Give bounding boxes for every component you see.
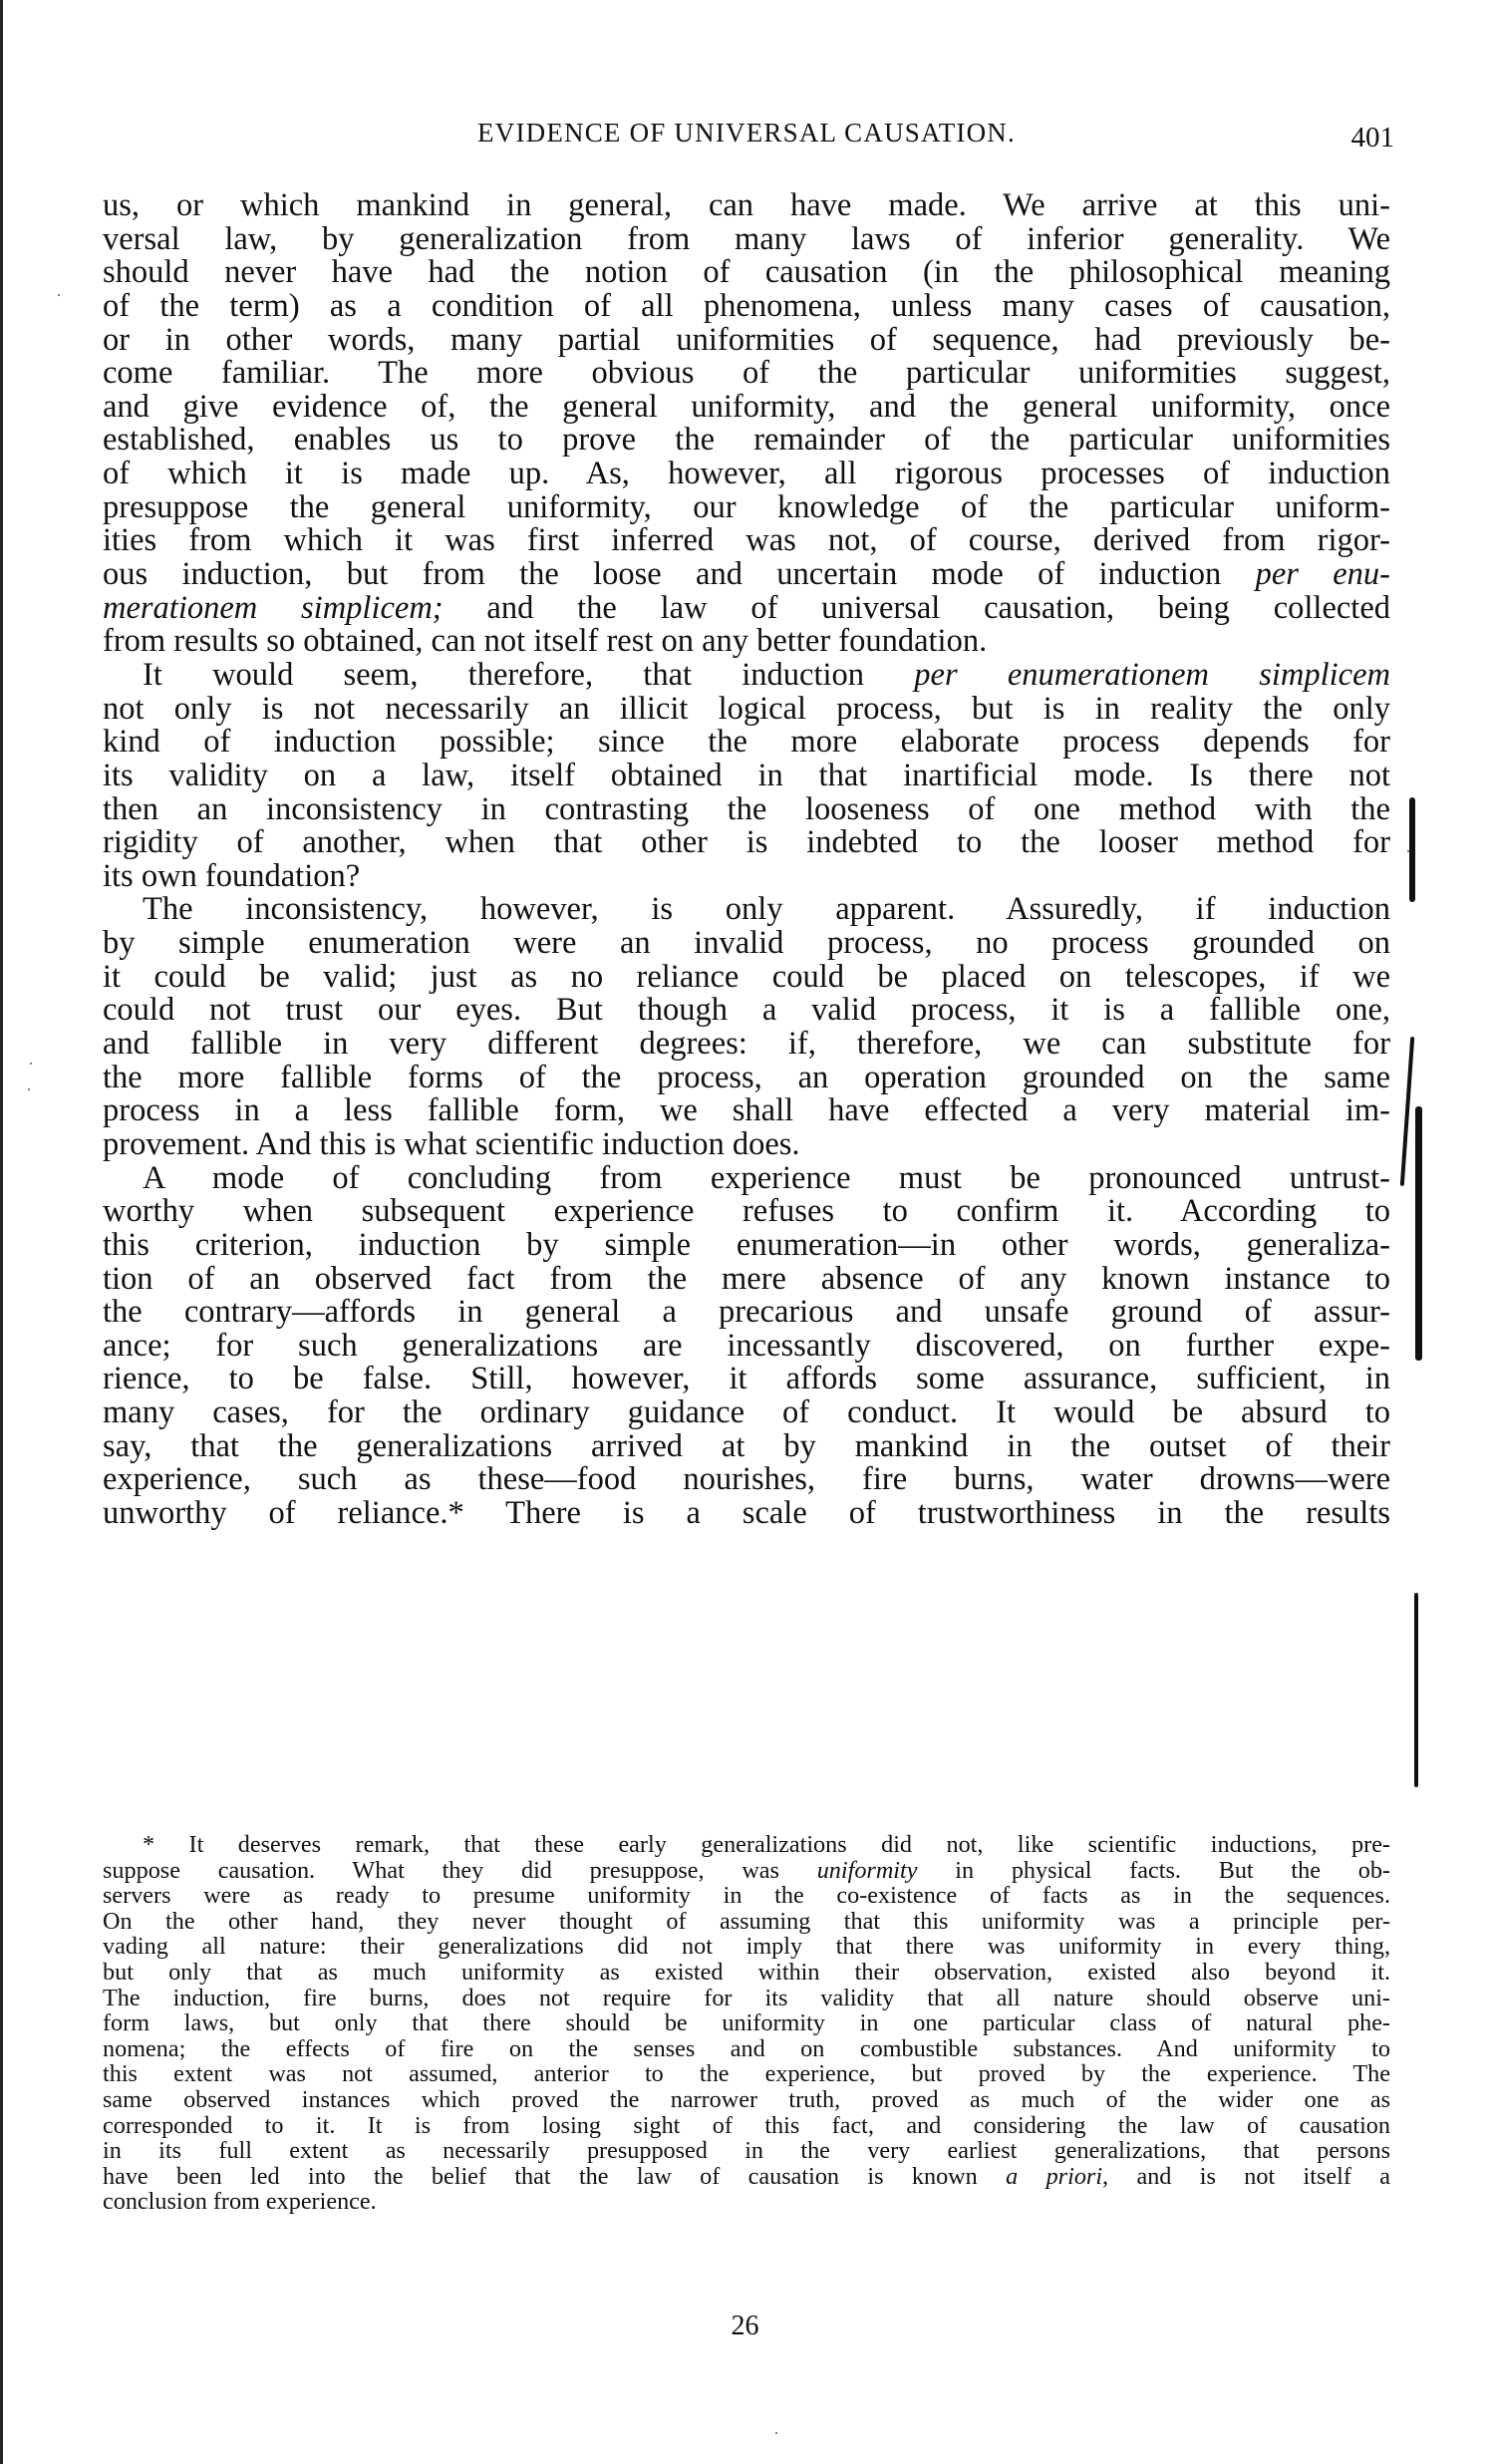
footnote-line: this extent was not assumed, anterior to the experience, but proved by the experience. The	[103, 2060, 1390, 2088]
body-line: rigidity of another, when that other is indebted to the looser method for	[103, 824, 1390, 861]
body-line: provement. And this is what scientific induction does.	[103, 1125, 800, 1162]
body-line: experience, such as these—food nourishes, fire burns, water drowns—were	[103, 1461, 1390, 1498]
italic-text: merationem simplicem;	[103, 589, 444, 626]
footnote-line: servers were as ready to presume uniformity in the co-existence of facts as in the sequences.	[103, 1882, 1390, 1910]
body-line: not only is not necessarily an illicit logical process, but is in reality the only	[103, 690, 1390, 727]
body-line: and fallible in very different degrees: if, therefore, we can substitute for	[103, 1026, 1390, 1063]
speck	[58, 294, 60, 296]
body-line: process in a less fallible form, we shall have effected a very material im-	[103, 1092, 1390, 1129]
body-line: or in other words, many partial uniformities of sequence, had previously be-	[103, 321, 1390, 358]
footnote-line	[103, 2164, 1390, 2190]
page-edge-shadow	[0, 0, 3, 2464]
body-line: from results so obtained, can not itself rest on any better foundation.	[103, 623, 988, 660]
margin-mark	[1400, 1037, 1414, 1186]
italic-text: a priori	[1006, 2162, 1103, 2190]
footnote-line: nomena; the effects of fire on the senses and on combustible substances. And uniformity to	[103, 2034, 1390, 2062]
italic-text: per enumerationem simplicem	[914, 656, 1390, 693]
body-line: its validity on a law, itself obtained in that inartificial mode. Is there not	[103, 757, 1390, 793]
margin-mark	[1414, 1593, 1418, 1787]
speck	[30, 1063, 32, 1065]
body-line: rience, to be false. Still, however, it affords some assurance, sufficient, in	[103, 1361, 1390, 1397]
body-line: The inconsistency, however, is only apparent. Assuredly, if induction	[143, 891, 1390, 928]
margin-mark	[1415, 1106, 1422, 1361]
footnote-line: form laws, but only that there should be uniformity in one particular class of natural phe-	[103, 2009, 1390, 2037]
body-line	[103, 558, 1390, 592]
body-line: worthy when subsequent experience refuses to confirm it. According to	[103, 1193, 1390, 1230]
body-line	[103, 589, 1390, 626]
roman-text: It would seem, therefore, that induction	[143, 656, 915, 693]
body-line: us, or which mankind in general, can have made. We arrive at this uni-	[103, 187, 1390, 223]
body-line: the more fallible forms of the process, an operation grounded on the same	[103, 1059, 1390, 1095]
body-line: say, that the generalizations arrived at by mankind in the outset of their	[103, 1427, 1390, 1464]
footnote-line: The induction, fire burns, does not require for its validity that all nature should observe uni-	[103, 1984, 1390, 2011]
body-line	[103, 656, 1390, 693]
footnote-line: On the other hand, they never thought of assuming that this uniformity was a principle per-	[103, 1907, 1390, 1935]
footnote-line: conclusion from experience.	[103, 2188, 377, 2216]
footnote-line: * It deserves remark, that these early generalizations did not, like scientific inductions, pre-	[143, 1831, 1390, 1858]
speck	[28, 1088, 30, 1090]
page-number: 401	[1350, 122, 1394, 154]
footnote-line	[103, 1858, 1390, 1884]
body-line: established, enables us to prove the remainder of the particular uniformities	[103, 422, 1390, 459]
roman-text: have been led into the belief that the law of causation is known	[103, 2162, 1007, 2190]
running-title: EVIDENCE OF UNIVERSAL CAUSATION.	[477, 118, 1016, 148]
roman-text: in physical facts. But the ob-	[917, 1856, 1390, 1884]
body-line: and give evidence of, the general uniformity, and the general uniformity, once	[103, 388, 1390, 425]
body-line: versal law, by generalization from many laws of inferior generality. We	[103, 220, 1390, 257]
body-line: could not trust our eyes. But though a valid process, it is a fallible one,	[103, 992, 1390, 1029]
body-line: A mode of concluding from experience must be pronounced untrust-	[143, 1159, 1390, 1196]
body-line: unworthy of reliance.* There is a scale of trustworthiness in the results	[103, 1494, 1390, 1531]
body-line: of the term) as a condition of all phenomena, unless many cases of causation,	[103, 287, 1390, 324]
body-line: by simple enumeration were an invalid process, no process grounded on	[103, 925, 1390, 962]
body-line: of which it is made up. As, however, all rigorous processes of induction	[103, 456, 1390, 492]
footnote-line: but only that as much uniformity as existed within their observation, existed also beyond it.	[103, 1958, 1390, 1986]
body-line: many cases, for the ordinary guidance of conduct. It would be absurd to	[103, 1394, 1390, 1431]
body-line: it could be valid; just as no reliance could be placed on telescopes, if we	[103, 958, 1390, 995]
body-line: come familiar. The more obvious of the particular uniformities suggest,	[103, 355, 1390, 392]
footnote	[103, 1832, 1390, 2215]
body-line: ance; for such generalizations are incessantly discovered, on further expe-	[103, 1327, 1390, 1364]
body-line: this criterion, induction by simple enumeration—in other words, generaliza-	[103, 1226, 1390, 1263]
footnote-line: vading all nature: their generalizations did not imply that there was uniformity in every thing,	[103, 1933, 1390, 1961]
speck	[775, 2432, 777, 2434]
roman-text: and the law of universal causation, being collected	[443, 589, 1390, 626]
speck	[1407, 850, 1409, 852]
body-line: kind of induction possible; since the more elaborate process depends for	[103, 724, 1390, 761]
footnote-line: in its full extent as necessarily presupposed in the very earliest generalizations, that persons	[103, 2137, 1390, 2165]
italic-text: uniformity	[816, 1856, 918, 1884]
body-line: the contrary—affords in general a precarious and unsafe ground of assur-	[103, 1294, 1390, 1331]
roman-text: ous induction, but from the loose and uncertain mode of induction	[103, 556, 1256, 593]
body-line: its own foundation?	[103, 857, 361, 894]
body-line: should never have had the notion of causation (in the philosophical meaning	[103, 254, 1390, 291]
running-head	[103, 118, 1394, 157]
body-line: ities from which it was first inferred was not, of course, derived from rigor-	[103, 522, 1390, 559]
signature-mark: 26	[731, 2310, 759, 2341]
margin-mark	[1409, 797, 1415, 902]
body-line: presuppose the general uniformity, our knowledge of the particular uniform-	[103, 488, 1390, 525]
footnote-line: corresponded to it. It is from losing sight of this fact, and considering the law of causation	[103, 2111, 1390, 2139]
body-line: then an inconsistency in contrasting the looseness of one method with the	[103, 790, 1390, 827]
footnote-line: same observed instances which proved the narrower truth, proved as much of the wider one as	[103, 2085, 1390, 2113]
body-line: tion of an observed fact from the mere absence of any known instance to	[103, 1260, 1390, 1297]
body-text	[103, 189, 1390, 1531]
italic-text: per enu-	[1255, 556, 1390, 593]
roman-text: , and is not itself a	[1102, 2162, 1391, 2190]
roman-text: suppose causation. What they did presuppose, was	[103, 1856, 817, 1884]
